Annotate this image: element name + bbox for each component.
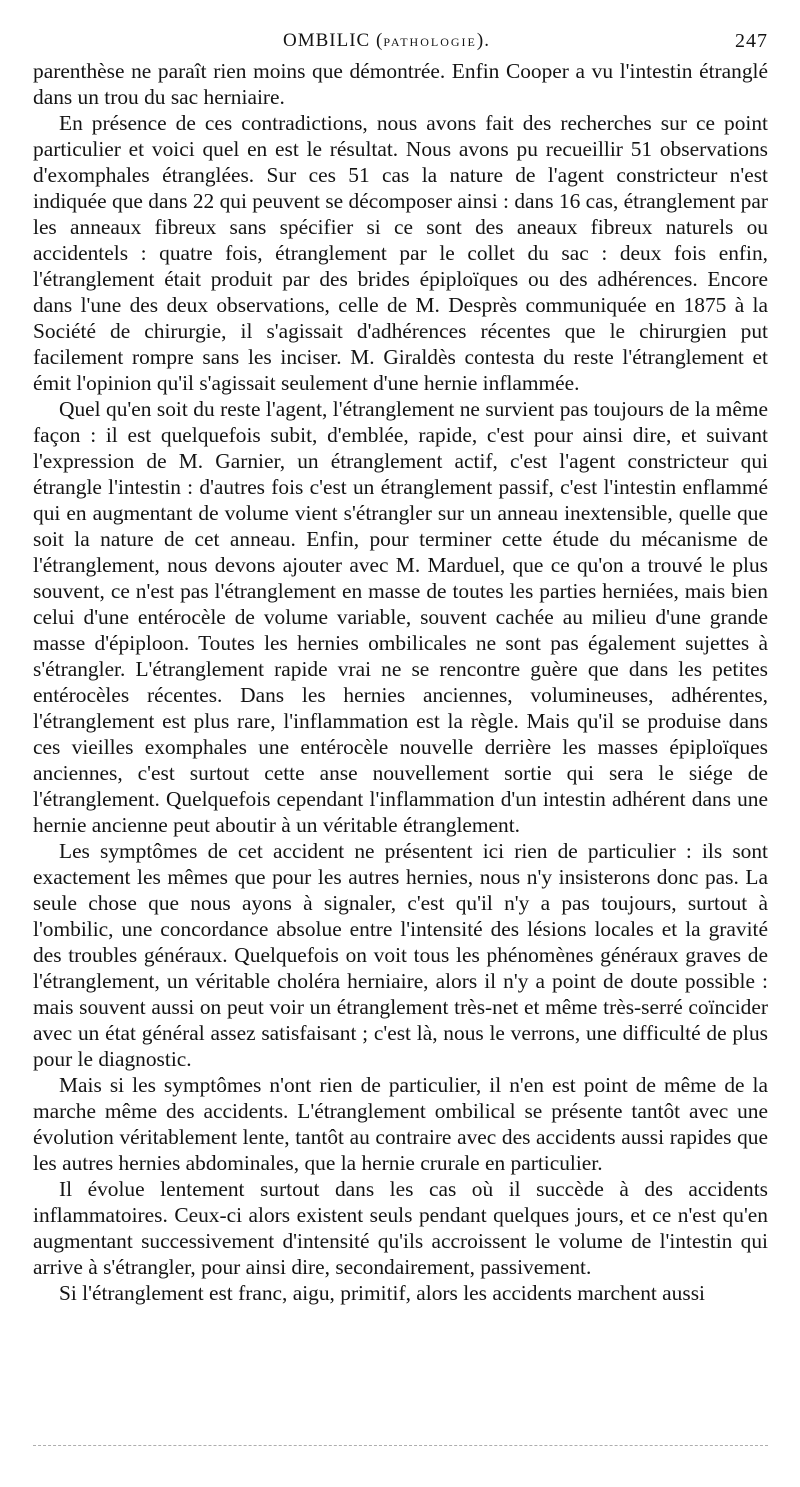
paragraph: En présence de ces contradictions, nous avons fait des recherches sur ce point particulier et voici quel en est le résultat. Nous avons pu recueillir 51 observations d'exomphales étranglées. Sur ces 51 cas la nature de l'agent constricteur n'est indiquée que dans 22 qui peuvent se décomposer ainsi : dans 16 cas, étranglement par les anneaux fibreux sans spécifier si ce sont des aneaux fibreux naturels ou accidentels : quatre fois, étranglement par le collet du sac : deux fois enfin, l'étranglement était produit par des brides épiploïques ou des adhérences. Encore dans l'une des deux observations, celle de M. Desprès communiquée en 1875 à la Société de chirurgie, il s'agissait d'adhérences récentes que le chirurgien put facilement rompre sans les inciser. M. Giraldès contesta du reste l'étranglement et émit l'opinion qu'il s'agissait seulement d'une hernie inflammée. (33, 111, 768, 395)
running-title (283, 30, 490, 52)
running-header (33, 30, 768, 58)
paragraph: Il évolue lentement surtout dans les cas où il succède à des accidents inflammatoires. Ceux-ci alors existent seuls pendant quelques jours, et ce n'est qu'en augmentant successivement d'intensité qu'ils accroissent le volume de l'intestin qui arrive à s'étrangler, pour ainsi dire, secondairement, passivement. (33, 1177, 768, 1279)
paragraph-last: Si l'étranglement est franc, aigu, primitif, alors les accidents marchent aussi (59, 1281, 705, 1305)
paragraph: Les symptômes de cet accident ne présentent ici rien de particulier : ils sont exactement les mêmes que pour les autres hernies, nous n'y insisterons donc pas. La seule chose que nous ayons à signaler, c'est qu'il n'y a pas toujours, surtout à l'ombilic, une concordance absolue entre l'intensité des lésions locales et la gravité des troubles généraux. Quelquefois on voit tous les phénomènes généraux graves de l'étranglement, un véritable choléra herniaire, alors il n'y a point de doute possible : mais souvent aussi on peut voir un étranglement très-net et même très-serré coïncider avec un état général assez satisfaisant ; c'est là, nous le verrons, une difficulté de plus pour le diagnostic. (33, 839, 768, 1071)
bottom-faded-rule (33, 1445, 768, 1446)
paragraph: Quel qu'en soit du reste l'agent, l'étranglement ne survient pas toujours de la même façon : il est quelquefois subit, d'emblée, rapide, c'est pour ainsi dire, et suivant l'expression de M. Garnier, un étranglement actif, c'est l'agent constricteur qui étrangle l'intestin : d'autres fois c'est un étranglement passif, c'est l'intestin enflammé qui en augmentant de volume vient s'étrangler sur un anneau inextensible, quelle que soit la nature de cet anneau. Enfin, pour terminer cette étude du mécanisme de l'étranglement, nous devons ajouter avec M. Marduel, que ce qu'on a trouvé le plus souvent, ce n'est pas l'étranglement en masse de toutes les parties herniées, mais bien celui d'une entérocèle de volume variable, souvent cachée au milieu d'une grande masse d'épiploon. Toutes les hernies ombilicales ne sont pas également sujettes à s'étrangler. L'étranglement rapide vrai ne se rencontre guère que dans les petites entérocèles récentes. Dans les hernies anciennes, volumineuses, adhérentes, l'étranglement est plus rare, l'inflammation est la règle. Mais qu'il se produise dans ces vieilles exomphales une entérocèle nouvelle derrière les masses épiploïques anciennes, c'est surtout cette anse nouvellement sortie qui sera le siége de l'étranglement. Quelquefois cependant l'inflammation d'un intestin adhérent dans une hernie ancienne peut aboutir à un véritable étranglement. (33, 397, 768, 837)
running-title-end: ). (476, 30, 490, 51)
paragraph: Mais si les symptômes n'ont rien de particulier, il n'en est point de même de la marche même des accidents. L'étranglement ombilical se présente tantôt avec une évolution véritablement lente, tantôt au contraire avec des accidents aussi rapides que les autres hernies abdominales, que la hernie crurale en particulier. (33, 1073, 768, 1175)
running-title-main: OMBILIC ( (283, 30, 384, 51)
book-page (33, 30, 768, 1306)
paragraph-continuation: parenthèse ne paraît rien moins que démontrée. Enfin Cooper a vu l'intestin étranglé dans un trou du sac herniaire. (33, 59, 768, 109)
page-number: 247 (735, 30, 768, 52)
running-title-small: PATHOLOGIE (383, 35, 477, 49)
